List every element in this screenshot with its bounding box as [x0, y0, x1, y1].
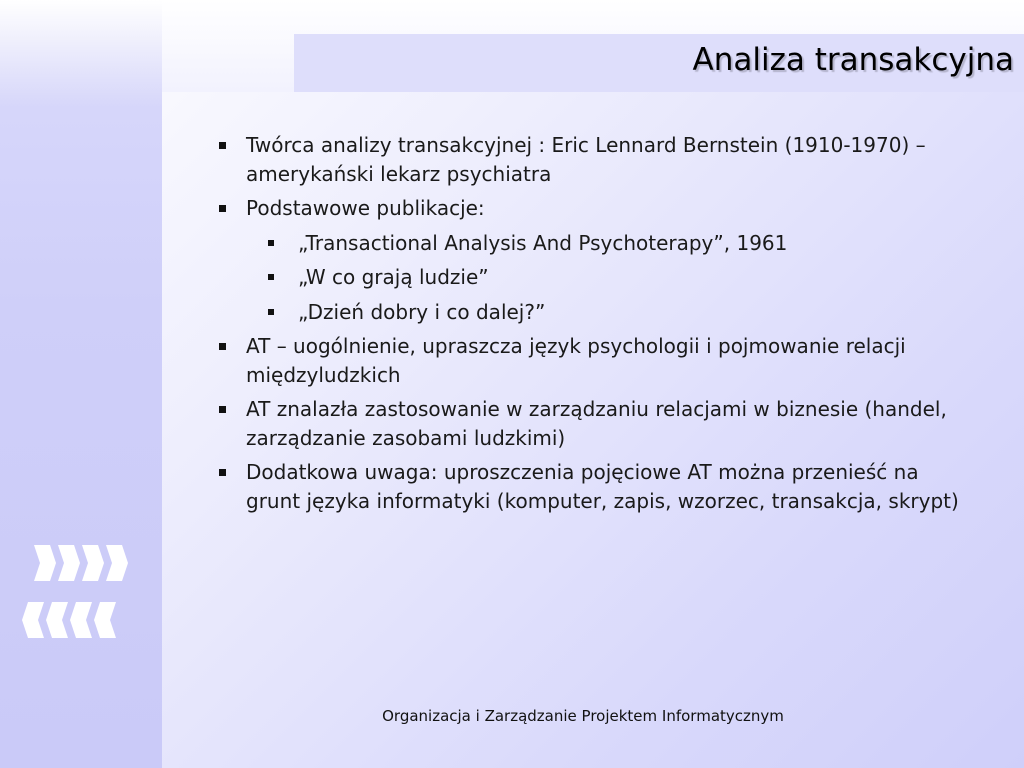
- square-bullet-icon: [268, 309, 274, 315]
- title-bar: [294, 34, 1024, 92]
- bullet-item: [215, 332, 975, 389]
- sub-bullet-item: [215, 229, 975, 258]
- slide-footer: [162, 707, 1024, 725]
- bullet-text: Dodatkowa uwaga: uproszczenia pojęciowe AT można przenieść na grunt języka informatyki (komputer, zapis, wzorzec, transakcja, skrypt): [246, 460, 959, 513]
- sub-bullet-item: [215, 298, 975, 327]
- bullet-item: [215, 458, 975, 515]
- bullet-text: AT znalazła zastosowanie w zarządzaniu relacjami w biznesie (handel, zarządzanie zasobami ludzkimi): [246, 397, 947, 450]
- slide-title: Analiza transakcyjna: [692, 42, 1014, 78]
- square-bullet-icon: [268, 240, 274, 246]
- sidebar-panel: [0, 0, 162, 768]
- sub-bullet-text: „Dzień dobry i co dalej?”: [298, 299, 546, 324]
- chevron-left-icon: [20, 602, 120, 638]
- bullet-item: [215, 395, 975, 452]
- bullet-text: AT – uogólnienie, upraszcza język psychologii i pojmowanie relacji międzyludzkich: [246, 334, 906, 387]
- slide-body: [215, 131, 975, 521]
- sub-bullet-text: „W co grają ludzie”: [298, 265, 489, 289]
- bullet-text: Podstawowe publikacje:: [246, 196, 485, 220]
- bullet-item: [215, 131, 975, 188]
- bullet-item: [215, 194, 975, 223]
- square-bullet-icon: [219, 406, 226, 413]
- sub-bullet-text: „Transactional Analysis And Psychoterapy”, 1961: [298, 230, 788, 255]
- sub-bullet-item: [215, 263, 975, 292]
- square-bullet-icon: [219, 343, 226, 350]
- square-bullet-icon: [219, 205, 226, 212]
- chevron-right-icon: [30, 545, 130, 581]
- bullet-text: Twórca analizy transakcyjnej : Eric Lennard Bernstein (1910-1970) – amerykański lekarz psychiatra: [246, 133, 926, 186]
- square-bullet-icon: [268, 274, 274, 280]
- footer-text: Organizacja i Zarządzanie Projektem Informatycznym: [382, 707, 784, 725]
- square-bullet-icon: [219, 469, 226, 476]
- square-bullet-icon: [219, 142, 226, 149]
